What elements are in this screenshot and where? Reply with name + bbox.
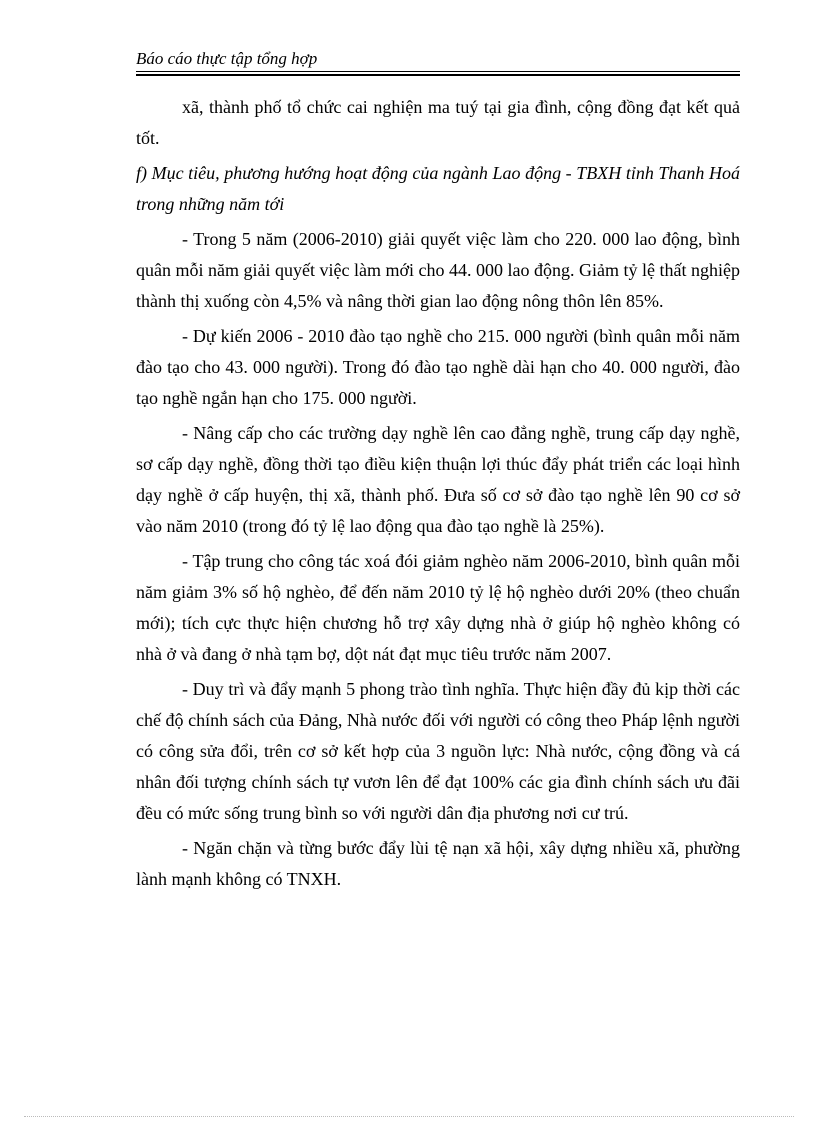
paragraph-gratitude-movements: - Duy trì và đẩy mạnh 5 phong trào tình nghĩa. Thực hiện đầy đủ kịp thời các chế độ chính sách của Đảng, Nhà nước đối với người có công theo Pháp lệnh người có công sửa đổi, trên cơ sở kết hợp của 3 nguồn lực: Nhà nước, cộng đồng và cá nhân đối tượng chính sách tự vươn lên để đạt 100% các gia đình chính sách ưu đãi đều có mức sống trung bình so với người dân địa phương nơi cư trú. [136,679,740,823]
page-header [136,48,740,76]
section-heading: f) Mục tiêu, phương hướng hoạt động của ngành Lao động - TBXH tỉnh Thanh Hoá trong những năm tới [136,163,740,214]
paragraph-poverty-reduction: - Tập trung cho công tác xoá đói giảm nghèo năm 2006-2010, bình quân mỗi năm giảm 3% số hộ nghèo, để đến năm 2010 tỷ lệ hộ nghèo dưới 20% (theo chuẩn mới); tích cực thực hiện chương hỗ trợ xây dựng nhà ở giúp hộ nghèo không có nhà ở và đang ở nhà tạm bợ, dột nát đạt mục tiêu trước năm 2007. [136,551,740,664]
paragraph-employment: - Trong 5 năm (2006-2010) giải quyết việc làm cho 220. 000 lao động, bình quân mỗi năm giải quyết việc làm mới cho 44. 000 lao động. Giảm tỷ lệ thất nghiệp thành thị xuống còn 4,5% và nâng thời gian lao động nông thôn lên 85%. [136,229,740,311]
header-rule-thick [136,74,740,76]
paragraph-school-upgrade: - Nâng cấp cho các trường dạy nghề lên cao đẳng nghề, trung cấp dạy nghề, sơ cấp dạy nghề, đồng thời tạo điều kiện thuận lợi thúc đẩy phát triển các loại hình dạy nghề ở cấp huyện, thị xã, thành phố. Đưa số cơ sở đào tạo nghề lên 90 cơ sở vào năm 2010 (trong đó tỷ lệ lao động qua đào tạo nghề là 25%). [136,423,740,536]
paragraph-social-evils: - Ngăn chặn và từng bước đẩy lùi tệ nạn xã hội, xây dựng nhiều xã, phường lành mạnh không có TNXH. [136,838,740,889]
footer-divider [24,1116,794,1117]
paragraph-vocational-training: - Dự kiến 2006 - 2010 đào tạo nghề cho 215. 000 người (bình quân mỗi năm đào tạo cho 43. 000 người). Trong đó đào tạo nghề dài hạn cho 40. 000 người, đào tạo nghề ngắn hạn cho 175. 000 người. [136,326,740,408]
header-rule-thin [136,71,740,72]
document-body [136,92,740,899]
header-title: Báo cáo thực tập tổng hợp [136,49,318,68]
paragraph-continuation: xã, thành phố tổ chức cai nghiện ma tuý tại gia đình, cộng đồng đạt kết quả tốt. [136,97,740,148]
